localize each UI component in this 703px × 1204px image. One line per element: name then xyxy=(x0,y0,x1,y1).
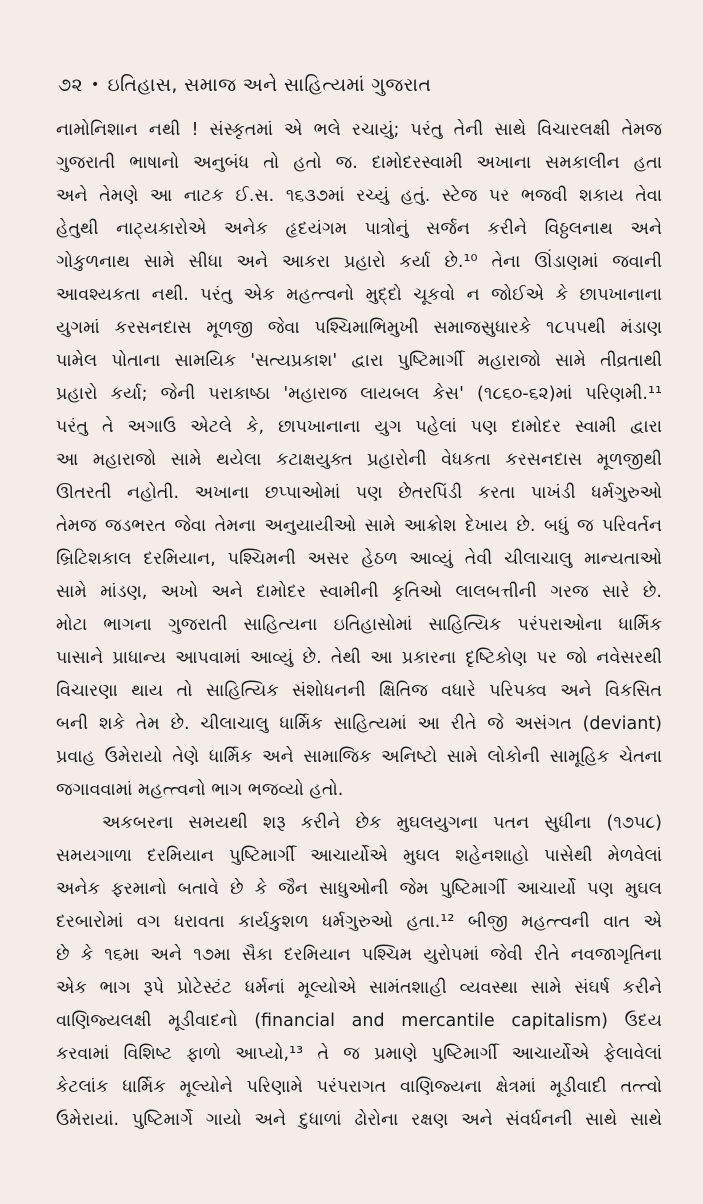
text-line: જગાવવામાં મહત્ત્વનો ભાગ ભજવ્યો હતો. xyxy=(56,780,344,800)
header-bullet: • xyxy=(90,77,100,93)
text-line: સામે માંડણ, અખો અને દામોદર સ્વામીની કૃતિઓ લાલબત્તીની ગરજ સારે છે. xyxy=(56,582,662,602)
text-line: કેટલાંક ધાર્મિક મૂલ્યોને પરિણામે પરંપરાગત વાણિજ્યના ક્ષેત્રમાં મૂડીવાદી તત્ત્વો xyxy=(56,1077,662,1097)
text-line: સમયગાળા દરમિયાન પુષ્ટિમાર્ગી આચાર્યોએ મુઘલ શહેનશાહો પાસેથી મેળવેલાં xyxy=(56,846,662,866)
paragraph xyxy=(56,114,662,807)
body-text xyxy=(56,114,662,1137)
text-line: પાસાને પ્રાધાન્ય આપવામાં આવ્યું છે. તેથી આ પ્રકારના દૃષ્ટિકોણ પર જો નવેસરથી xyxy=(56,648,662,668)
text-line: દરબારોમાં વગ ધરાવતા કાર્યકુશળ ધર્મગુરુઓ હતા.¹² બીજી મહત્ત્વની વાત એ xyxy=(56,912,662,932)
text-line: મોટા ભાગના ગુજરાતી સાહિત્યના ઇતિહાસોમાં સાહિત્યિક પરંપરાઓના ધાર્મિક xyxy=(56,615,662,635)
text-line: ઉમેરાયાં. પુષ્ટિમાર્ગે ગાયો અને દુધાળાં ઢોરોના રક્ષણ અને સંવર્ધનની સાથે સાથે xyxy=(56,1110,662,1130)
text-line: પરંતુ તે અગાઉ એટલે કે, છાપખાનાના યુગ પહેલાં પણ દામોદર સ્વામી દ્વારા xyxy=(56,417,662,437)
running-title: ઇતિહાસ, સમાજ અને સાહિત્યમાં ગુજરાત xyxy=(107,74,432,96)
text-line: ઊતરતી નહોતી. અખાના છપ્પાઓમાં પણ છેતરપિંડી કરતા પાખંડી ધર્મગુરુઓ xyxy=(56,483,662,503)
text-line: છે કે ૧૬મા અને ૧૭મા સૈકા દરમિયાન પશ્ચિમ યુરોપમાં જેવી રીતે નવજાગૃતિના xyxy=(56,945,662,965)
text-line: પામેલ પોતાના સામયિક 'સત્યપ્રકાશ' દ્વારા પુષ્ટિમાર્ગી મહારાજો સામે તીવ્રતાથી xyxy=(56,351,662,371)
text-line: બની શકે તેમ છે. ચીલાચાલુ ધાર્મિક સાહિત્યમાં આ રીતે જે અસંગત (deviant) xyxy=(56,714,662,734)
text-line: ગોકુળનાથ સામે સીધા અને આકરા પ્રહારો કર્યા છે.¹⁰ તેના ઊંડાણમાં જવાની xyxy=(56,252,662,272)
text-line: વાણિજ્યલક્ષી મૂડીવાદનો (financial and mercantile capitalism) ઉદય xyxy=(56,1011,662,1031)
text-line: પ્રવાહ ઉમેરાયો તેણે ધાર્મિક અને સામાજિક અનિષ્ટો સામે લોકોની સામૂહિક ચેતના xyxy=(56,747,662,767)
text-line: અકબરના સમયથી શરૂ કરીને છેક મુઘલયુગના પતન સુધીના (૧૭૫૮) xyxy=(102,813,662,833)
text-line: અને તેમણે આ નાટક ઈ.સ. ૧૬૩૭માં રચ્યું હતું. સ્ટેજ પર ભજવી શકાય તેવા xyxy=(56,186,662,206)
text-line: આ મહારાજો સામે થયેલા કટાક્ષયુક્ત પ્રહારોની વેધકતા કરસનદાસ મૂળજીથી xyxy=(56,450,662,470)
text-line: એક ભાગ રૂપે પ્રોટેસ્ટંટ ધર્મનાં મૂલ્યોએ સામંતશાહી વ્યવસ્થા સામે સંઘર્ષ કરીને xyxy=(56,978,662,998)
text-line: ગુજરાતી ભાષાનો અનુબંધ તો હતો જ. દામોદરસ્વામી અખાના સમકાલીન હતા xyxy=(56,153,662,173)
paragraph xyxy=(56,807,662,1137)
text-line: અનેક ફરમાનો બતાવે છે કે જૈન સાધુઓની જેમ પુષ્ટિમાર્ગી આચાર્યો પણ મુઘલ xyxy=(56,879,662,899)
text-line: વિચારણા થાય તો સાહિત્યિક સંશોધનની ક્ષિતિજ વધારે પરિપક્વ અને વિકસિત xyxy=(56,681,662,701)
text-line: નામોનિશાન નથી ! સંસ્કૃતમાં એ ભલે રચાયું; પરંતુ તેની સાથે વિચારલક્ષી તેમજ xyxy=(56,120,662,140)
running-header xyxy=(58,74,431,96)
text-line: કરવામાં વિશિષ્ટ ફાળો આપ્યો,¹³ તે જ પ્રમાણે પુષ્ટિમાર્ગી આચાર્યોએ ફેલાવેલાં xyxy=(56,1044,662,1064)
text-line: બ્રિટિશકાલ દરમિયાન, પશ્ચિમની અસર હેઠળ આવ્યું તેવી ચીલાચાલુ માન્યતાઓ xyxy=(56,549,662,569)
page-number: ૭૨ xyxy=(58,74,83,96)
text-line: યુગમાં કરસનદાસ મૂળજી જેવા પશ્ચિમાભિમુખી સમાજસુધારકે ૧૮૫૫થી મંડાણ xyxy=(56,318,662,338)
text-line: આવશ્યકતા નથી. પરંતુ એક મહત્ત્વનો મુદ્દો ચૂકવો ન જોઈએ કે છાપખાનાના xyxy=(56,285,662,305)
text-line: હેતુથી નાટ્યકારોએ અનેક હૃદયંગમ પાત્રોનું સર્જન કરીને વિઠ્ઠલનાથ અને xyxy=(56,219,662,239)
text-line: પ્રહારો કર્યા; જેની પરાકાષ્ઠા 'મહારાજ લાયબલ કેસ' (૧૮૬૦-૬૨)માં પરિણમી.¹¹ xyxy=(56,384,662,404)
text-line: તેમજ જડભરત જેવા તેમના અનુયાયીઓ સામે આક્રોશ દેખાય છે. બધું જ પરિવર્તન xyxy=(56,516,662,536)
